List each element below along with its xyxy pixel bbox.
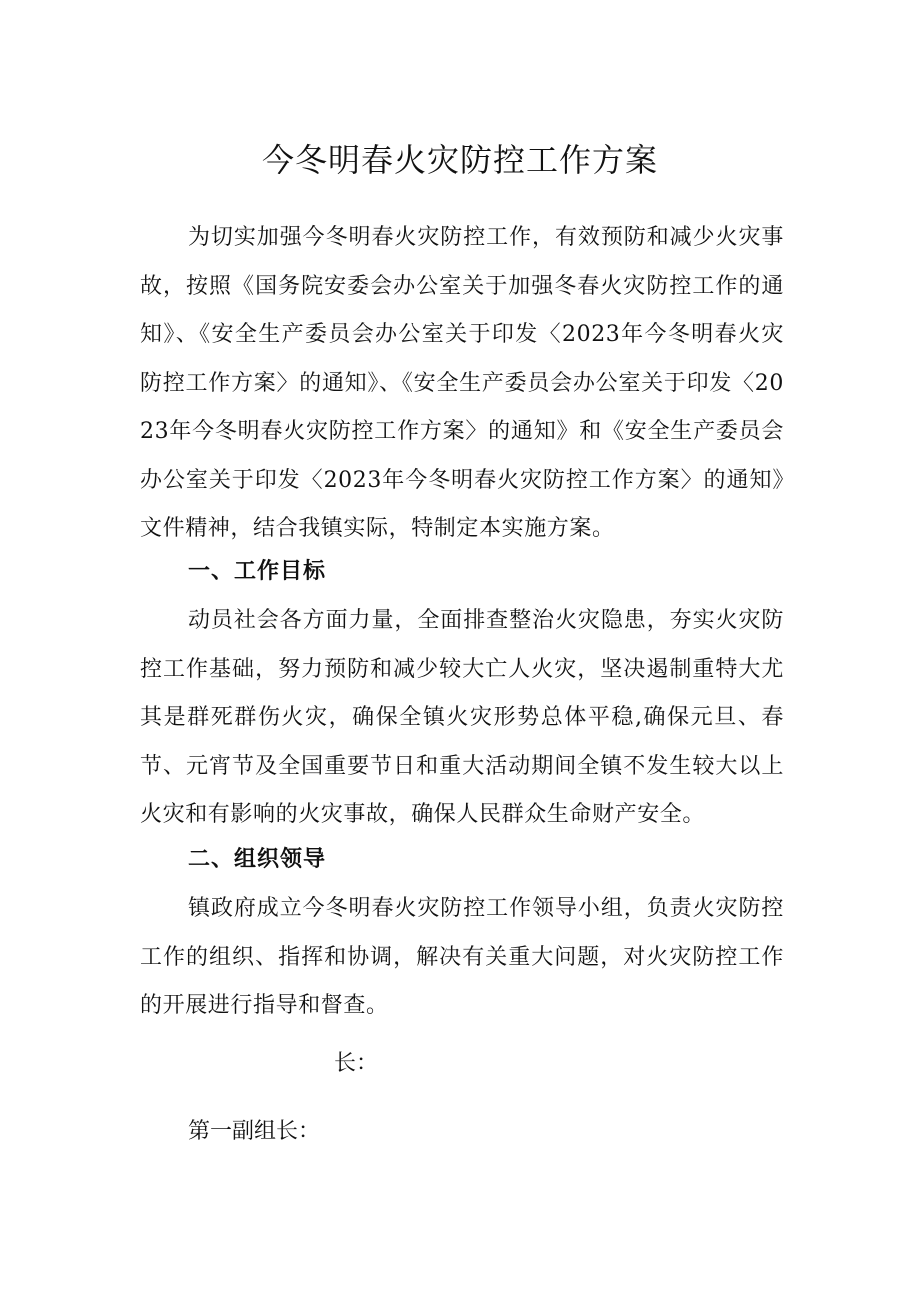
- document-title: 今冬明春火灾防控工作方案: [261, 141, 658, 179]
- section-heading-goals: 一、工作目标: [188, 559, 327, 584]
- goals-paragraph: 动员社会各方面力量，全面排查整治火灾隐患，夯实火灾防控工作基础，努力预防和减少较大亡人火灾，坚决遏制重特大尤其是群死群伤火灾，确保全镇火灾形势总体平稳,确保元旦、春节、元宵节及全国重要节日和重大活动期间全镇不发生较大以上火灾和有影响的火灾事故，确保人民群众生命财产安全。: [140, 608, 784, 827]
- section-heading-organization: 二、组织领导: [188, 847, 327, 872]
- intro-paragraph: 为切实加强今冬明春火灾防控工作，有效预防和减少火灾事故，按照《国务院安委会办公室关于加强冬春火灾防控工作的通知》、《安全生产委员会办公室关于印发〈2023年今冬明春火灾防控工作方案〉的通知》、《安全生产委员会办公室关于印发〈2023年今冬明春火灾防控工作方案〉的通知》和《安全生产委员会办公室关于印发〈2023年今冬明春火灾防控工作方案〉的通知》文件精神，结合我镇实际，特制定本实施方案。: [140, 225, 784, 541]
- organization-paragraph: 镇政府成立今冬明春火灾防控工作领导小组，负责火灾防控工作的组织、指挥和协调，解决有关重大问题，对火灾防控工作的开展进行指导和督查。: [140, 896, 784, 1018]
- first-deputy-leader-label: 第一副组长：: [188, 1119, 321, 1144]
- leader-label: 长：: [334, 1051, 379, 1076]
